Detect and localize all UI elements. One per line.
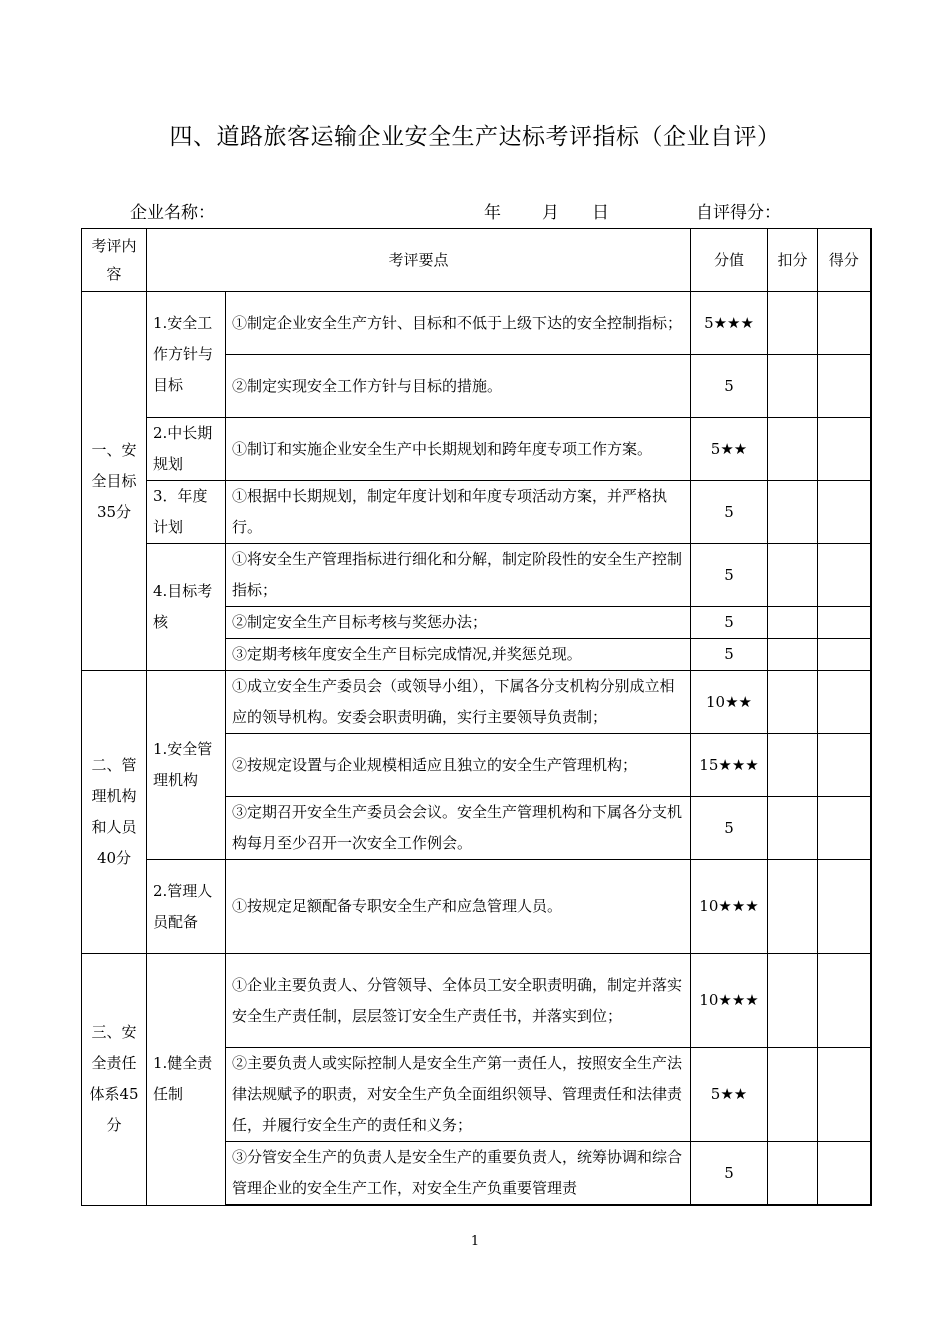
deduct-cell[interactable] [768,797,818,860]
header-score: 得分 [818,229,871,292]
item-value: 5 [691,544,768,607]
section-1-label: 一、安全目标35分 [82,292,147,671]
header-points: 考评要点 [147,229,691,292]
evaluation-table [81,228,872,1206]
deduct-cell[interactable] [768,639,818,671]
table-row [82,671,871,734]
score-cell[interactable] [818,1048,871,1142]
document-title: 四、道路旅客运输企业安全生产达标考评指标（企业自评） [169,124,781,150]
self-score-label: 自评得分： [696,203,781,223]
item-value: 5 [691,1142,768,1206]
item-text: ①按规定足额配备专职安全生产和应急管理人员。 [226,860,691,954]
deduct-cell[interactable] [768,355,818,418]
deduct-cell[interactable] [768,671,818,734]
table-row [82,954,871,1048]
item-text: ①制订和实施企业安全生产中长期规划和跨年度专项工作方案。 [226,418,691,481]
score-cell[interactable] [818,860,871,954]
score-cell[interactable] [818,797,871,860]
table-row [82,418,871,481]
group-2-1-label: 1.安全管理机构 [147,671,226,860]
deduct-cell[interactable] [768,1048,818,1142]
score-cell[interactable] [818,607,871,639]
item-text: ①将安全生产管理指标进行细化和分解，制定阶段性的安全生产控制指标； [226,544,691,607]
table-header-row [82,229,871,292]
item-value: 5 [691,355,768,418]
page-number: 1 [470,1234,480,1249]
table-row [82,481,871,544]
item-value: 5 [691,607,768,639]
score-cell[interactable] [818,954,871,1048]
item-value: 5★★ [691,1048,768,1142]
group-1-1-label: 1.安全工作方针与目标 [147,292,226,418]
month-label: 月 [542,203,559,223]
item-text: ①制定企业安全生产方针、目标和不低于上级下达的安全控制指标； [226,292,691,355]
deduct-cell[interactable] [768,544,818,607]
item-value: 5 [691,481,768,544]
deduct-cell[interactable] [768,734,818,797]
item-value: 5 [691,639,768,671]
deduct-cell[interactable] [768,1142,818,1206]
item-value: 10★★★ [691,860,768,954]
item-value: 10★★ [691,671,768,734]
deduct-cell[interactable] [768,860,818,954]
header-deduct: 扣分 [768,229,818,292]
group-3-1-label: 1.健全责任制 [147,954,226,1206]
score-cell[interactable] [818,355,871,418]
item-value: 15★★★ [691,734,768,797]
score-cell[interactable] [818,639,871,671]
deduct-cell[interactable] [768,481,818,544]
section-3-label: 三、安全责任体系45分 [82,954,147,1206]
item-value: 5★★ [691,418,768,481]
group-1-2-label: 2.中长期规划 [147,418,226,481]
day-label: 日 [592,203,609,223]
deduct-cell[interactable] [768,292,818,355]
group-1-3-label: 3．年度计划 [147,481,226,544]
deduct-cell[interactable] [768,954,818,1048]
score-cell[interactable] [818,418,871,481]
header-value: 分值 [691,229,768,292]
group-2-2-label: 2.管理人员配备 [147,860,226,954]
item-text: ②按规定设置与企业规模相适应且独立的安全生产管理机构； [226,734,691,797]
score-cell[interactable] [818,292,871,355]
item-text: ②制定安全生产目标考核与奖惩办法； [226,607,691,639]
deduct-cell[interactable] [768,418,818,481]
item-text: ③定期召开安全生产委员会会议。安全生产管理机构和下属各分支机构每月至少召开一次安全工作例会。 [226,797,691,860]
item-text: ①根据中长期规划，制定年度计划和年度专项活动方案，并严格执行。 [226,481,691,544]
group-1-4-label: 4.目标考核 [147,544,226,671]
deduct-cell[interactable] [768,607,818,639]
item-value: 5★★★ [691,292,768,355]
year-label: 年 [484,203,501,223]
item-text: ①企业主要负责人、分管领导、全体员工安全职责明确，制定并落实安全生产责任制，层层签订安全生产责任书，并落实到位； [226,954,691,1048]
score-cell[interactable] [818,544,871,607]
table-row [82,544,871,607]
item-value: 10★★★ [691,954,768,1048]
table-row [82,860,871,954]
header-content: 考评内容 [82,229,147,292]
item-text: ③分管安全生产的负责人是安全生产的重要负责人，统筹协调和综合管理企业的安全生产工作，对安全生产负重要管理责 [226,1142,691,1206]
item-text: ②制定实现安全工作方针与目标的措施。 [226,355,691,418]
item-text: ②主要负责人或实际控制人是安全生产第一责任人，按照安全生产法律法规赋予的职责，对安全生产负全面组织领导、管理责任和法律责任，并履行安全生产的责任和义务； [226,1048,691,1142]
section-2-label: 二、管理机构和人员40分 [82,671,147,954]
item-value: 5 [691,797,768,860]
score-cell[interactable] [818,481,871,544]
score-cell[interactable] [818,671,871,734]
score-cell[interactable] [818,1142,871,1206]
table-row [82,292,871,355]
company-name-label: 企业名称： [130,203,215,223]
score-cell[interactable] [818,734,871,797]
item-text: ①成立安全生产委员会（或领导小组），下属各分支机构分别成立相应的领导机构。安委会职责明确，实行主要领导负责制； [226,671,691,734]
item-text: ③定期考核年度安全生产目标完成情况,并奖惩兑现。 [226,639,691,671]
